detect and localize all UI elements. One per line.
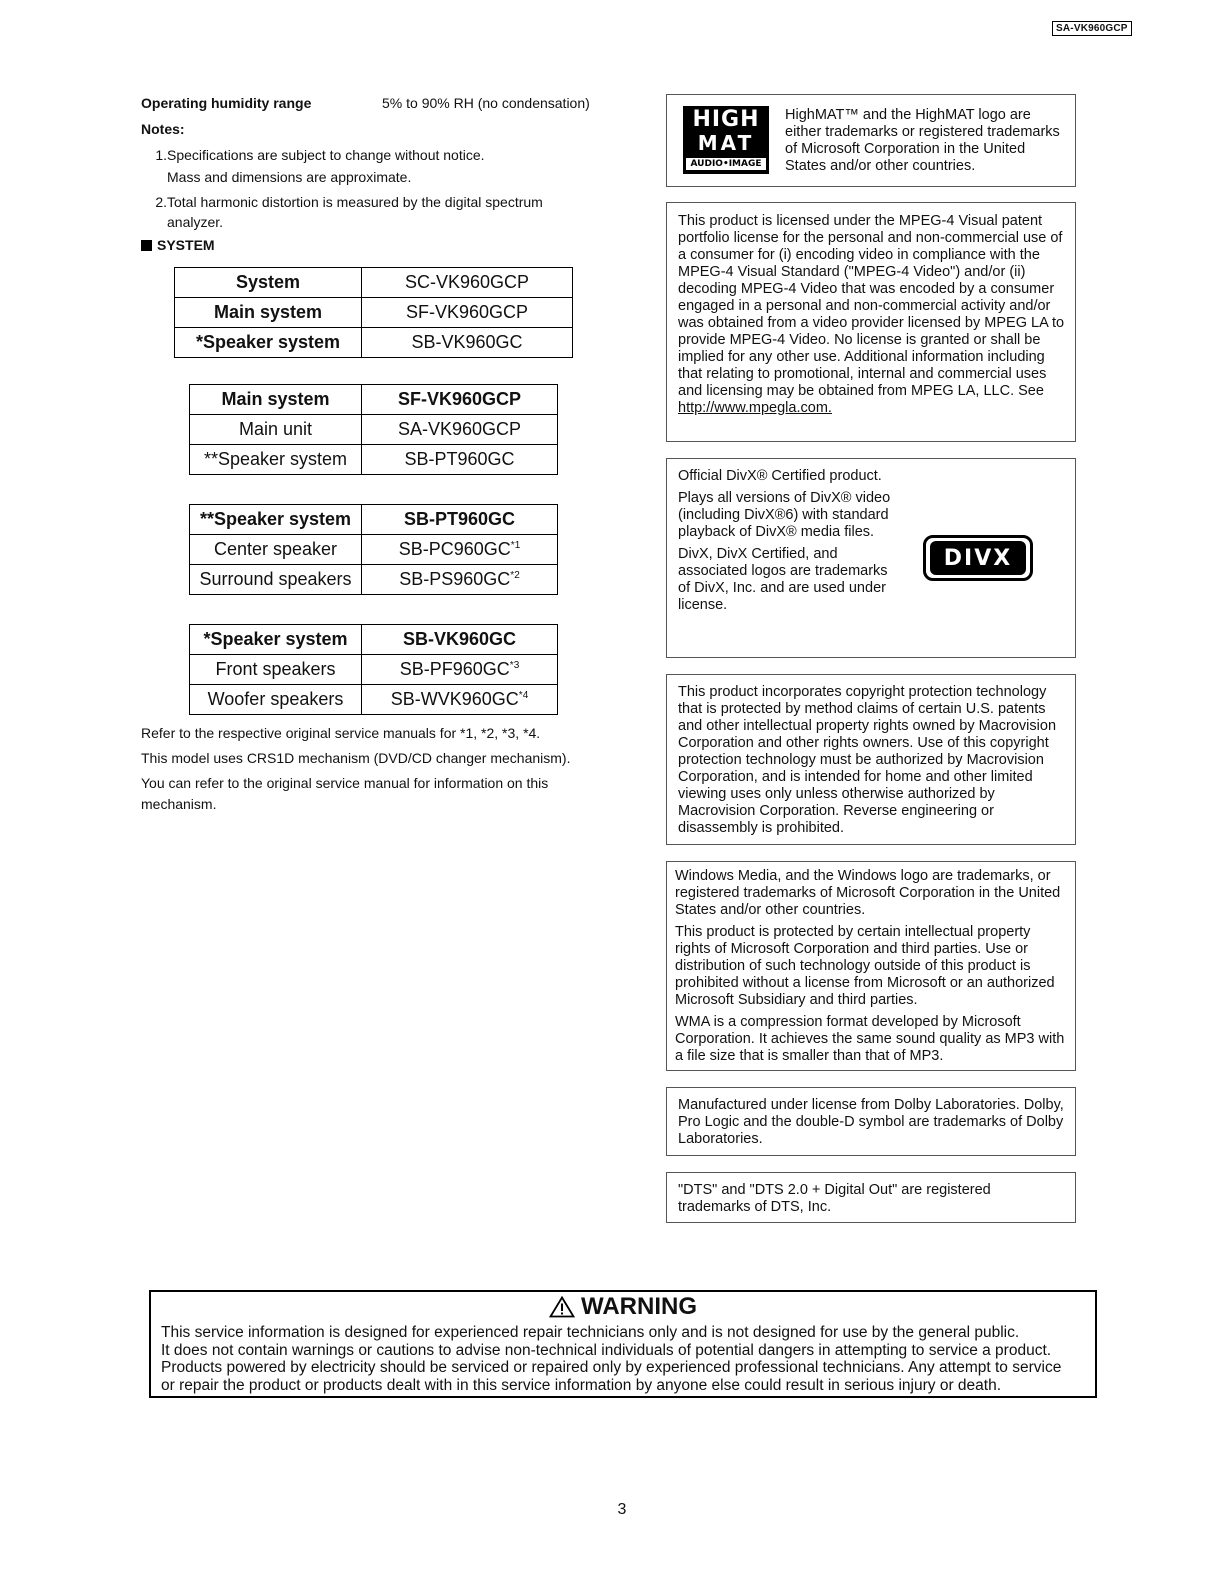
table-cell: Front speakers — [190, 655, 362, 685]
model-code: SB-WVK960GC — [390, 689, 519, 709]
specifications-column — [141, 92, 621, 256]
model-code: SB-PS960GC — [399, 569, 511, 589]
note-line: analyzer. — [167, 214, 224, 230]
note-text — [167, 144, 485, 188]
windows-text-3: WMA is a compression format developed by Microsoft Corporation. It achieves the same sound quality as MP3 with a file size that is smaller than that of MP3. — [675, 1014, 1065, 1064]
highmat-text: HighMAT™ and the HighMAT logo are either trademarks or registered trademarks of Microsoft Corporation in the United States and/or other countries. — [785, 107, 1060, 174]
divx-text-2: Plays all versions of DivX® video (including DivX®6) with standard playback of DivX® media files. — [678, 490, 891, 540]
divx-text-1: Official DivX® Certified product. — [678, 468, 882, 484]
footnote-mark: *3 — [509, 660, 520, 671]
table-cell: *Speaker system — [175, 328, 362, 358]
table-row — [175, 268, 573, 298]
highmat-logo-line: HIGH — [692, 107, 760, 132]
table-cell: Main system — [190, 385, 362, 415]
table-cell: SB-VK960GC — [362, 328, 573, 358]
warning-body — [151, 1322, 1095, 1394]
table-cell: SA-VK960GCP — [362, 415, 558, 445]
note-number: 1. — [155, 147, 167, 163]
table-cell — [362, 685, 558, 715]
table-cell: SF-VK960GCP — [362, 298, 573, 328]
main-system-table — [189, 384, 558, 475]
table-cell: SB-PT960GC — [362, 505, 558, 535]
table-cell: **Speaker system — [190, 505, 362, 535]
highmat-notice — [666, 94, 1076, 187]
table-cell: Main system — [175, 298, 362, 328]
pt-speaker-system-table — [189, 504, 558, 595]
square-bullet-icon — [141, 240, 152, 251]
note-item — [141, 144, 621, 188]
table-cell: SB-VK960GC — [362, 625, 558, 655]
model-code: SB-PF960GC — [399, 659, 510, 679]
table-row — [190, 385, 558, 415]
humidity-label: Operating humidity range — [141, 95, 312, 111]
table-cell — [362, 535, 558, 565]
table-row — [190, 535, 558, 565]
macrovision-text: This product incorporates copyright protection technology that is protected by method claims of certain U.S. patents and other intellectual property rights owned by Macrovision Corporation and other rights owners. Use of this copyright protection technology must be authorized by Macrovision Corporation, and is intended for home and other limited viewing uses only unless otherwise authorized by Macrovision Corporation. Reverse engineering or disassembly is prohibited. — [678, 684, 1057, 836]
windows-media-notice — [666, 861, 1076, 1071]
warning-title — [151, 1292, 1095, 1322]
system-section-heading — [141, 234, 621, 256]
vk-speaker-system-table — [189, 624, 558, 715]
table-row — [190, 625, 558, 655]
mechanism-text: This model uses CRS1D mechanism (DVD/CD changer mechanism). — [141, 750, 571, 766]
table-row — [175, 298, 573, 328]
note-text — [167, 192, 543, 232]
divx-logo-text: DIVX — [943, 545, 1013, 571]
table-cell: **Speaker system — [190, 445, 362, 475]
table-cell — [362, 565, 558, 595]
warning-line: This service information is designed for experienced repair technicians only and is not designed for use by the general public. — [161, 1324, 1020, 1341]
table-cell: System — [175, 268, 362, 298]
table-row — [190, 655, 558, 685]
dolby-notice — [666, 1087, 1076, 1156]
footnote-mark: *2 — [510, 570, 520, 581]
mpeg4-text — [678, 213, 1065, 417]
original-manual-text: You can refer to the original service manual for information on this mechanism. — [141, 775, 549, 812]
table-cell: SB-PT960GC — [362, 445, 558, 475]
table-cell: Center speaker — [190, 535, 362, 565]
table-cell: *Speaker system — [190, 625, 362, 655]
table-cell: Main unit — [190, 415, 362, 445]
note-line: Specifications are subject to change without notice. — [167, 147, 485, 163]
table-cell — [362, 655, 558, 685]
table-cell: SF-VK960GCP — [362, 385, 558, 415]
windows-text-2: This product is protected by certain intellectual property rights of Microsoft Corporation and third parties. Use or distribution of such technology outside of this product is prohibited without a license from Microsoft or an authorized Microsoft Subsidiary and third parties. — [675, 924, 1055, 1008]
table-row — [190, 505, 558, 535]
warning-triangle-icon — [549, 1296, 575, 1318]
system-table — [174, 267, 573, 358]
divx-text-3: DivX, DivX Certified, and associated logos are trademarks of DivX, Inc. and are used under license. — [678, 546, 888, 613]
note-item — [141, 192, 621, 232]
warning-title-text: WARNING — [581, 1293, 697, 1320]
dts-text: "DTS" and "DTS 2.0 + Digital Out" are registered trademarks of DTS, Inc. — [678, 1182, 991, 1215]
warning-line: Products powered by electricity should be serviced or repaired only by experienced professional technicians. Any attempt to service — [161, 1359, 1062, 1376]
dts-notice — [666, 1172, 1076, 1223]
footnote-mark: *4 — [518, 690, 529, 701]
mpegla-link[interactable]: http://www.mpegla.com. — [678, 400, 832, 416]
divx-logo — [923, 535, 1033, 581]
warning-line: or repair the product or products dealt with in this service information by anyone else could result in serious injury or death. — [161, 1376, 1002, 1394]
macrovision-notice — [666, 674, 1076, 845]
note-line: Total harmonic distortion is measured by the digital spectrum — [167, 194, 543, 210]
page-number: 3 — [617, 1501, 627, 1518]
table-cell: Woofer speakers — [190, 685, 362, 715]
mpeg4-body: This product is licensed under the MPEG-4 Visual patent portfolio license for the personal and non-commercial use of a consumer for (i) encoding video in compliance with the MPEG-4 Visual Standard ("MPEG-4 Video") and/or (ii) decoding MPEG-4 Video that was encoded by a consumer engaged in a personal and non-commercial activity and/or was obtained from a video provider licensed by MPEG LA to provide MPEG-4 Video. No license is granted or shall be implied for any other use. Additional information including that relating to promotional, internal and commercial uses and licensing may be obtained from MPEG LA, LLC. See — [678, 213, 1065, 399]
dolby-text: Manufactured under license from Dolby Laboratories. Dolby, Pro Logic and the double-D symbol are trademarks of Dolby Laboratories. — [678, 1097, 1064, 1147]
warning-box — [149, 1290, 1097, 1398]
table-row — [190, 445, 558, 475]
table-row — [190, 565, 558, 595]
model-code: SB-PC960GC — [398, 539, 511, 559]
table-row — [190, 685, 558, 715]
table-cell: SC-VK960GCP — [362, 268, 573, 298]
system-title: SYSTEM — [157, 237, 215, 253]
model-number-tag: SA-VK960GCP — [1052, 21, 1132, 36]
highmat-logo-line: MAT — [697, 131, 755, 155]
windows-text-1: Windows Media, and the Windows logo are trademarks, or registered trademarks of Microsoft Corporation in the United States and/or other countries. — [675, 868, 1061, 918]
highmat-logo-line: AUDIO•IMAGE — [685, 157, 767, 171]
table-row — [175, 328, 573, 358]
highmat-logo — [683, 106, 769, 174]
note-number: 2. — [155, 194, 167, 210]
mpeg4-notice — [666, 202, 1076, 442]
note-line: Mass and dimensions are approximate. — [167, 169, 412, 185]
humidity-value: 5% to 90% RH (no condensation) — [382, 95, 590, 111]
footnote-mark: *1 — [510, 540, 521, 551]
divx-notice — [666, 458, 1076, 658]
notes-title: Notes: — [141, 121, 185, 137]
refer-footnotes-text: Refer to the respective original service manuals for *1, *2, *3, *4. — [141, 725, 541, 741]
humidity-spec-row — [141, 92, 621, 114]
table-cell: Surround speakers — [190, 565, 362, 595]
warning-line: It does not contain warnings or cautions to advise non-technical individuals of potential dangers in attempting to service a product. — [161, 1341, 1052, 1359]
table-row — [190, 415, 558, 445]
